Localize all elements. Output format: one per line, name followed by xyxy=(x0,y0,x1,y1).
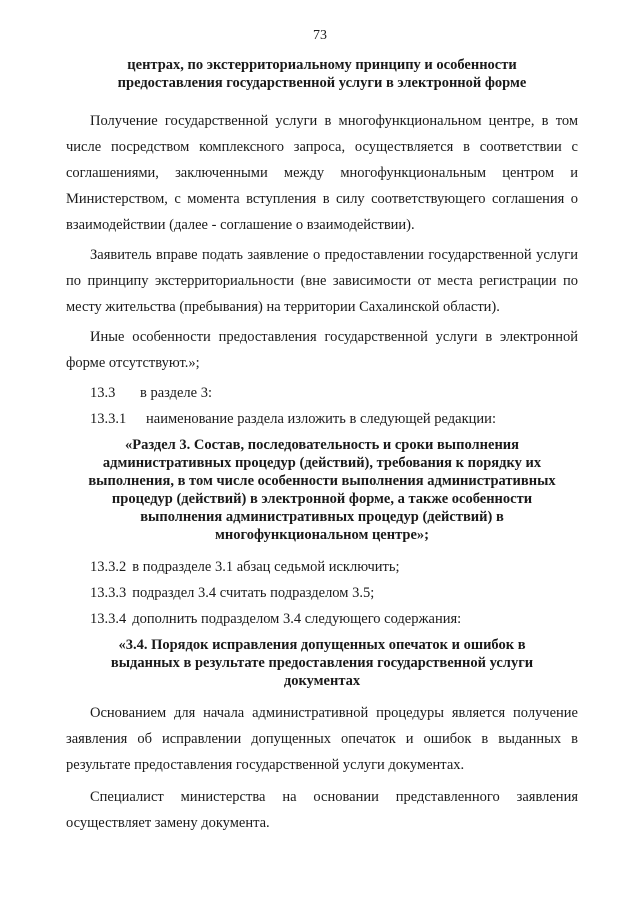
paragraph-mfc-service: Получение государственной услуги в многофункциональном центре, в том числе посредством комплексного запроса, осуществляется в соответствии с соглашениями, заключенными между многофункциональным центром и Министерством, с момента вступления в силу соответствующего соглашения о взаимодействии (далее - соглашение о взаимодействии). xyxy=(66,113,578,233)
paragraph-extraterritorial: Заявитель вправе подать заявление о предоставлении государственной услуги по принципу экстерриториальности (вне зависимости от места регистрации по месту жительства (пребывания) на территории Сахалинской области). xyxy=(66,247,578,315)
page-number: 73 xyxy=(313,28,327,43)
item-number: 13.3.3 xyxy=(90,585,127,601)
item-text: дополнить подразделом 3.4 следующего содержания: xyxy=(132,611,462,627)
list-item-13-3 xyxy=(66,380,578,406)
paragraph-procedure-basis: Основанием для начала административной процедуры является получение заявления об исправлении допущенных опечаток и ошибок в выданных в результате предоставления государственной услуги документах. xyxy=(66,705,578,773)
item-number: 13.3.2 xyxy=(90,559,127,575)
paragraph-other-features: Иные особенности предоставления государственной услуги в электронной форме отсутствуют.»; xyxy=(66,329,578,371)
section3-heading-line: многофункциональном центре»; xyxy=(215,527,429,543)
list-item-13-3-1 xyxy=(66,406,578,432)
item-text: в разделе 3: xyxy=(140,385,213,401)
item-number: 13.3.4 xyxy=(90,611,127,627)
item-text: наименование раздела изложить в следующей редакции: xyxy=(146,411,496,427)
subsection-heading-line: «3.4. Порядок исправления допущенных опечаток и ошибок в xyxy=(118,637,526,653)
section3-heading-line: выполнения административных процедур (действий) в xyxy=(140,509,504,525)
list-item-13-3-2 xyxy=(66,554,578,580)
item-text: подраздел 3.4 считать подразделом 3.5; xyxy=(132,585,375,601)
document-content xyxy=(66,56,578,840)
subsection-heading-line: выданных в результате предоставления государственной услуги xyxy=(110,655,534,671)
subsection-3-4-heading xyxy=(66,636,578,690)
section3-heading-line: процедур (действий) в электронной форме, а также особенности xyxy=(111,491,533,507)
section3-heading xyxy=(66,436,578,544)
item-text: в подразделе 3.1 абзац седьмой исключить; xyxy=(132,559,400,575)
section3-heading-line: «Раздел 3. Состав, последовательность и сроки выполнения xyxy=(124,437,519,453)
list-item-13-3-4 xyxy=(66,606,578,632)
section-heading xyxy=(66,56,578,92)
paragraph-document-replacement: Специалист министерства на основании представленного заявления осуществляет замену документа. xyxy=(66,789,578,831)
section3-heading-line: административных процедур (действий), требования к порядку их xyxy=(102,455,542,471)
section-heading-line: центрах, по экстерриториальному принципу и особенности xyxy=(127,57,517,73)
section-heading-line: предоставления государственной услуги в электронной форме xyxy=(117,75,527,91)
subsection-heading-line: документах xyxy=(283,673,361,689)
list-item-13-3-3 xyxy=(66,580,578,606)
section3-heading-line: выполнения, в том числе особенности выполнения административных xyxy=(88,473,556,489)
item-number: 13.3.1 xyxy=(90,411,127,427)
item-number: 13.3 xyxy=(90,385,116,401)
